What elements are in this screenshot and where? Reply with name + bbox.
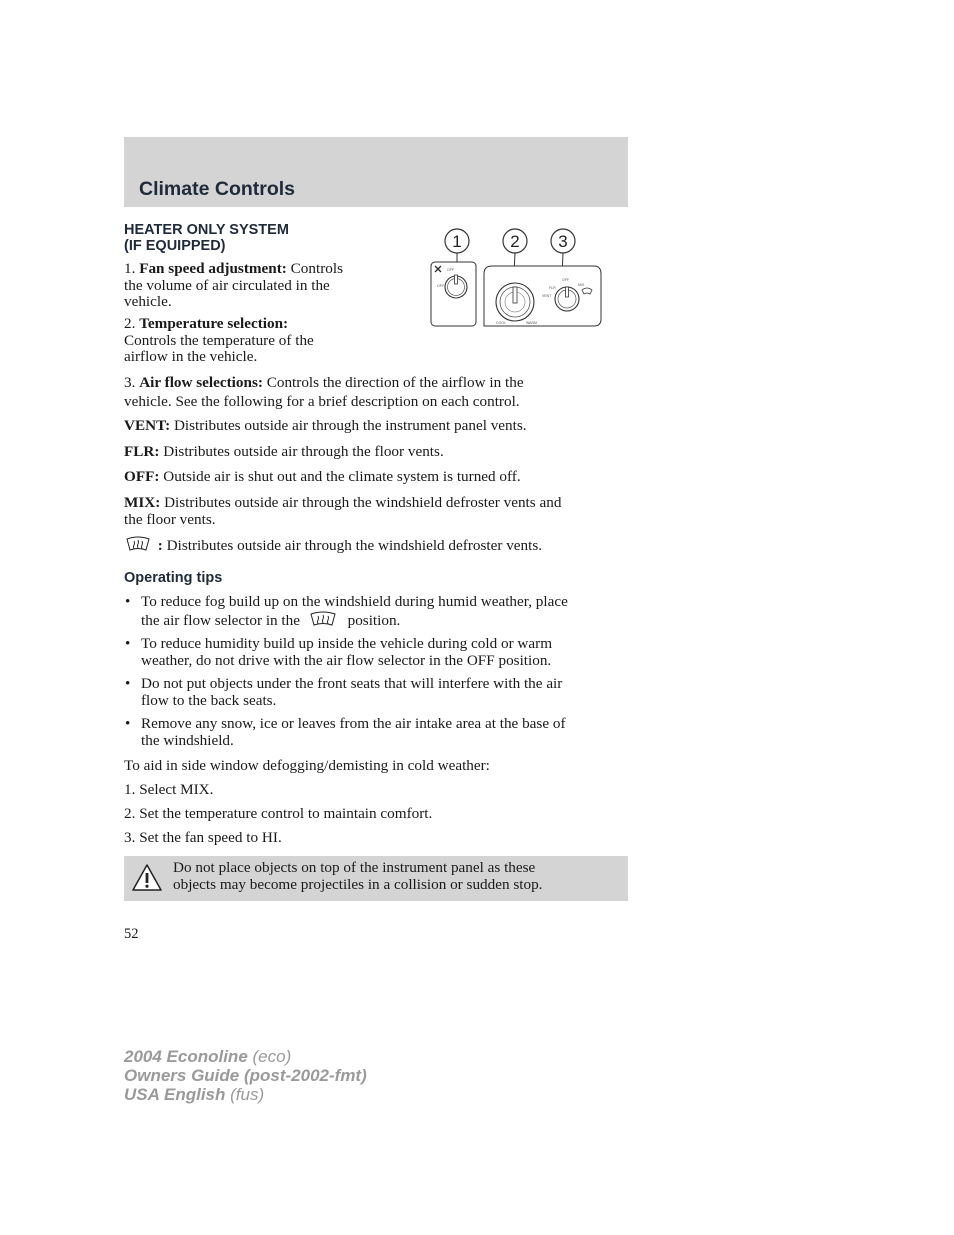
tip-text: Remove any snow, ice or leaves from the air intake area at the base of xyxy=(141,715,566,732)
section-heading-line2: (IF EQUIPPED) xyxy=(124,238,226,254)
tip-text: To reduce humidity build up inside the vehicle during cold or warm xyxy=(141,635,553,652)
svg-text:OFF: OFF xyxy=(562,278,569,282)
page-number: 52 xyxy=(124,926,139,942)
mode-text: Distributes outside air through the windshield defroster vents and xyxy=(164,494,562,511)
item-airflow xyxy=(124,375,628,410)
mode-label: MIX: xyxy=(124,494,161,511)
mode-vent xyxy=(124,418,527,435)
warning-line: Do not place objects on top of the instrument panel as these xyxy=(173,859,536,876)
mode-text: Distributes outside air through the floor vents. xyxy=(163,443,444,460)
item-text: airflow in the vehicle. xyxy=(124,348,258,365)
svg-text:MIX: MIX xyxy=(578,283,585,287)
defog-step-1: 1. Select MIX. xyxy=(124,781,214,798)
item-text: Controls the temperature of the xyxy=(124,331,314,349)
mode-label: FLR: xyxy=(124,443,160,460)
defrost-icon xyxy=(124,536,154,552)
operating-tips-list xyxy=(124,594,630,749)
warning-icon xyxy=(131,863,163,893)
footer-guide: Owners Guide (post-2002-fmt) xyxy=(124,1066,367,1085)
item-label: Temperature selection: xyxy=(139,315,289,332)
fan-panel xyxy=(431,262,476,326)
svg-text:COOL: COOL xyxy=(496,321,506,325)
svg-text:VENT: VENT xyxy=(542,294,552,298)
temp-airflow-panel xyxy=(484,266,601,326)
footer xyxy=(124,1047,367,1104)
mode-label: : xyxy=(157,537,163,554)
mode-flr xyxy=(124,444,444,461)
item-text: vehicle. xyxy=(124,293,172,310)
mode-text: Outside air is shut out and the climate system is turned off. xyxy=(163,468,521,485)
svg-text:2: 2 xyxy=(510,232,520,251)
mode-defrost xyxy=(124,536,542,555)
mode-label: OFF: xyxy=(124,468,160,485)
bullet: • xyxy=(125,675,131,692)
svg-text:3: 3 xyxy=(558,232,568,251)
item-text: Controls xyxy=(290,260,343,277)
item-number: 3. xyxy=(124,374,136,391)
footer-lang: USA English xyxy=(124,1085,226,1104)
tip-text: position. xyxy=(347,611,401,629)
tip-text: Do not put objects under the front seats that will interfere with the air xyxy=(141,675,563,692)
callout-3 xyxy=(551,229,575,253)
svg-text:FLR: FLR xyxy=(549,286,556,290)
tip-text: the air flow selector in the xyxy=(141,611,300,629)
item-temperature xyxy=(124,316,404,366)
heater-controls-diagram xyxy=(428,226,604,330)
defog-step-3: 3. Set the fan speed to HI. xyxy=(124,829,282,846)
callout-1 xyxy=(445,229,469,253)
callout-2 xyxy=(503,229,527,253)
item-text: Controls the direction of the airflow in the xyxy=(266,374,524,391)
item-fan-speed xyxy=(124,261,404,311)
item-label: Air flow selections: xyxy=(139,374,263,391)
tip-text: weather, do not drive with the air flow selector in the OFF position. xyxy=(141,651,552,669)
list-item xyxy=(124,716,630,749)
bullet: • xyxy=(125,635,131,652)
list-item xyxy=(124,636,630,669)
warning-line: objects may become projectiles in a collision or sudden stop. xyxy=(173,875,543,893)
item-text: the volume of air circulated in the xyxy=(124,276,330,294)
svg-text:OFF: OFF xyxy=(437,284,444,288)
mode-text: Distributes outside air through the instrument panel vents. xyxy=(173,417,527,434)
defog-intro: To aid in side window defogging/demisting in cold weather: xyxy=(124,757,490,774)
item-number: 1. xyxy=(124,260,136,277)
footer-lang-code: (fus) xyxy=(230,1085,265,1104)
section-heading xyxy=(124,222,404,254)
list-item xyxy=(124,594,630,629)
mode-text: the floor vents. xyxy=(124,510,216,528)
tip-text: To reduce fog build up on the windshield during humid weather, place xyxy=(141,593,568,610)
defrost-icon xyxy=(304,611,344,627)
mode-mix xyxy=(124,495,628,528)
tip-text: the windshield. xyxy=(141,731,234,749)
defog-step-2: 2. Set the temperature control to maintain comfort. xyxy=(124,805,433,822)
svg-text:OFF: OFF xyxy=(447,268,454,272)
section-heading-line1: HEATER ONLY SYSTEM xyxy=(124,222,289,238)
warning-text xyxy=(173,860,623,893)
mode-text: Distributes outside air through the windshield defroster vents. xyxy=(166,537,543,554)
operating-tips-heading: Operating tips xyxy=(124,570,223,586)
page-title: Climate Controls xyxy=(139,178,296,200)
item-number: 2. xyxy=(124,315,136,332)
item-label: Fan speed adjustment: xyxy=(139,260,287,277)
svg-text:WARM: WARM xyxy=(526,321,537,325)
footer-model: 2004 Econoline xyxy=(124,1047,248,1066)
svg-text:1: 1 xyxy=(452,232,462,251)
bullet: • xyxy=(125,593,131,610)
item-text: vehicle. See the following for a brief description on each control. xyxy=(124,392,520,410)
mode-off xyxy=(124,469,521,486)
tip-text: flow to the back seats. xyxy=(141,691,277,709)
footer-model-code: (eco) xyxy=(252,1047,292,1066)
header-band xyxy=(124,137,628,207)
warning-box xyxy=(124,856,628,901)
bullet: • xyxy=(125,715,131,732)
list-item xyxy=(124,676,630,709)
mode-label: VENT: xyxy=(124,417,171,434)
